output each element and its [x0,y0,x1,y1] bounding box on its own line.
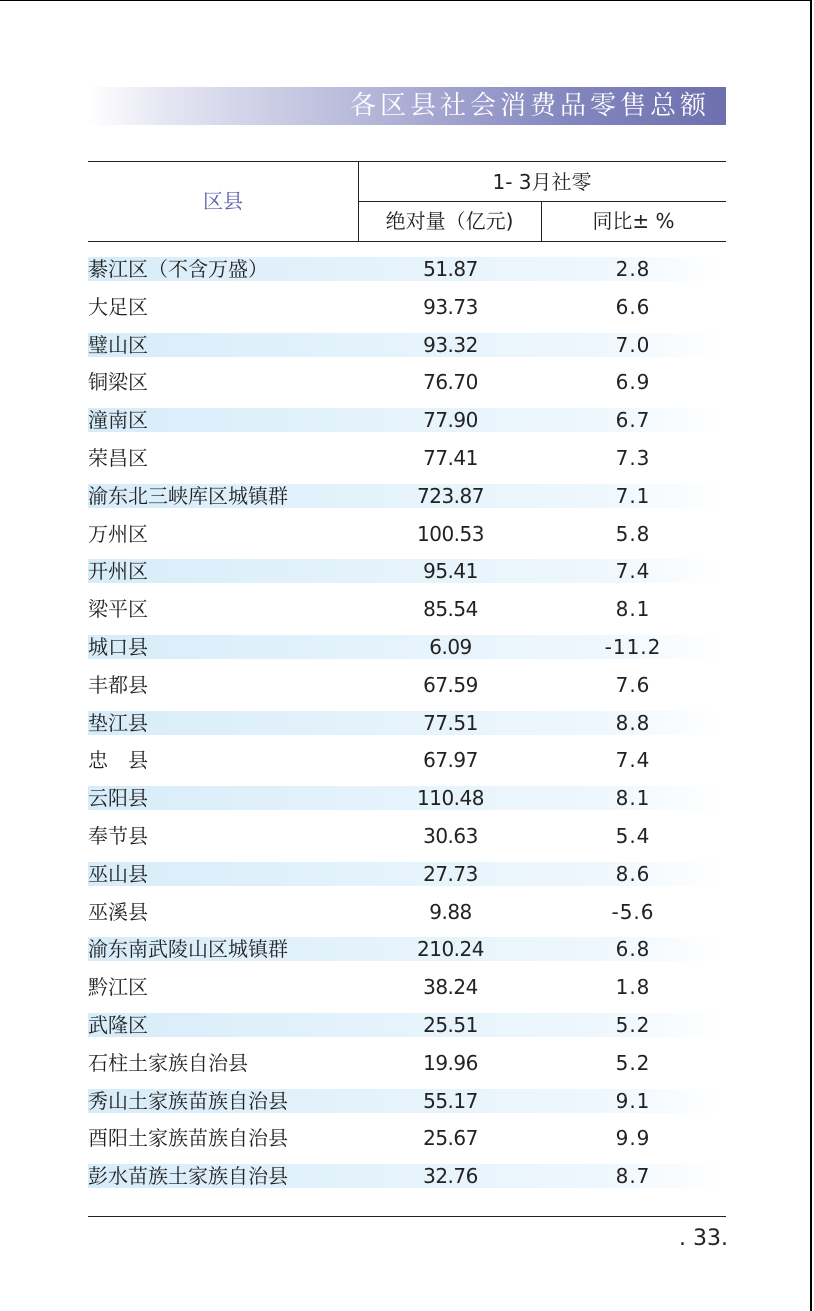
region-name: 巫溪县 [88,899,148,924]
header-bottom-rule [88,241,726,242]
region-name: 巫山县 [88,861,148,886]
table-row [88,817,726,855]
table-row [88,1164,726,1188]
abs-header: 绝对量（亿元) [385,209,514,233]
table-row [88,515,726,553]
table-row [88,257,726,281]
yoy-change: -11.2 [604,635,662,659]
page-right-border [810,0,812,1311]
absolute-value: 95.41 [423,559,478,584]
region-name: 大足区 [88,294,148,319]
yoy-change: 7.1 [615,483,651,508]
region-name: 綦江区（不含万盛） [88,257,268,281]
yoy-change: 6.6 [615,294,651,319]
title-banner [88,87,726,125]
absolute-value: 100.53 [417,521,484,546]
absolute-value: 110.48 [417,786,484,811]
header-mid-rule [358,201,726,202]
table-row [88,1119,726,1157]
region-name: 丰都县 [88,672,148,697]
absolute-value: 38.24 [423,975,478,1000]
table-row [88,635,726,659]
absolute-value: 210.24 [417,937,484,962]
yoy-change: 6.9 [615,370,651,395]
region-name: 万州区 [88,521,148,546]
yoy-change: 2.8 [615,257,651,281]
absolute-value: 30.63 [423,824,478,848]
absolute-value: 27.73 [423,861,478,886]
table-row [88,484,726,508]
yoy-change: 7.4 [615,559,651,584]
region-name: 璧山区 [88,332,148,357]
table-row [88,741,726,779]
table-row [88,1089,726,1113]
table-row [88,333,726,357]
yoy-header: 同比± % [592,209,675,233]
region-name: 铜梁区 [88,370,148,395]
table-row [88,288,726,326]
yoy-change: 5.8 [615,521,651,546]
table-row [88,862,726,886]
absolute-value: 93.73 [423,294,478,319]
region-name: 潼南区 [88,408,148,433]
yoy-change: 9.9 [615,1126,651,1151]
region-name: 酉阳土家族苗族自治县 [88,1126,288,1151]
yoy-change: 6.7 [615,408,651,433]
table-top-rule [88,161,726,162]
group-header: 1- 3月社零 [492,170,592,194]
absolute-value: 32.76 [423,1164,478,1189]
table-row [88,1013,726,1037]
table-row [88,590,726,628]
absolute-value: 25.67 [423,1126,478,1151]
region-name: 荣昌区 [88,446,148,470]
table-row [88,711,726,735]
table-bottom-rule [88,1216,726,1217]
absolute-value: 9.88 [429,899,472,924]
yoy-change: -5.6 [611,899,655,924]
yoy-change: 5.2 [615,1013,651,1037]
page-top-border [0,0,812,1]
table-row [88,1044,726,1082]
yoy-change: 1.8 [615,975,651,1000]
region-name: 渝东北三峡库区城镇群 [88,483,288,508]
page-title: 各区县社会消费品零售总额 [349,91,710,121]
yoy-change: 8.6 [615,861,651,886]
region-name: 彭水苗族土家族自治县 [88,1164,288,1189]
yoy-change: 8.8 [615,710,651,735]
absolute-value: 19.96 [423,1050,478,1075]
table-row [88,968,726,1006]
table-row [88,559,726,583]
region-name: 忠 县 [88,748,148,773]
yoy-change: 7.4 [615,748,651,773]
absolute-value: 55.17 [423,1088,478,1113]
table-row [88,363,726,401]
yoy-change: 7.0 [615,332,651,357]
yoy-change: 8.7 [615,1164,651,1189]
table-row [88,408,726,432]
table-row [88,937,726,961]
region-name: 石柱土家族自治县 [88,1050,248,1075]
absolute-value: 76.70 [423,370,478,395]
absolute-value: 51.87 [423,257,478,281]
region-name: 城口县 [88,635,148,659]
yoy-change: 8.1 [615,786,651,811]
absolute-value: 67.97 [423,748,478,773]
region-name: 云阳县 [88,786,148,811]
yoy-change: 7.6 [615,672,651,697]
absolute-value: 25.51 [423,1013,478,1037]
yoy-change: 5.2 [615,1050,651,1075]
table-row [88,666,726,704]
absolute-value: 77.51 [423,710,478,735]
region-name: 垫江县 [88,710,148,735]
absolute-value: 77.90 [423,408,478,433]
region-name: 黔江区 [88,975,148,1000]
absolute-value: 67.59 [423,672,478,697]
yoy-change: 6.8 [615,937,651,962]
table-row [88,439,726,477]
yoy-change: 7.3 [615,446,651,470]
region-name: 秀山土家族苗族自治县 [88,1088,288,1113]
yoy-change: 8.1 [615,597,651,622]
absolute-value: 85.54 [423,597,478,622]
absolute-value: 77.41 [423,446,478,470]
yoy-change: 5.4 [615,824,651,848]
region-name: 武隆区 [88,1013,148,1037]
yoy-change: 9.1 [615,1088,651,1113]
absolute-value: 6.09 [429,635,472,659]
region-name: 奉节县 [88,824,148,848]
region-name: 渝东南武陵山区城镇群 [88,937,288,962]
region-name: 开州区 [88,559,148,584]
page-number: . 33. [679,1226,728,1251]
absolute-value: 93.32 [423,332,478,357]
table-row [88,786,726,810]
region-header: 区县 [203,189,243,213]
table-row [88,893,726,931]
absolute-value: 723.87 [417,483,484,508]
region-name: 梁平区 [88,597,148,622]
